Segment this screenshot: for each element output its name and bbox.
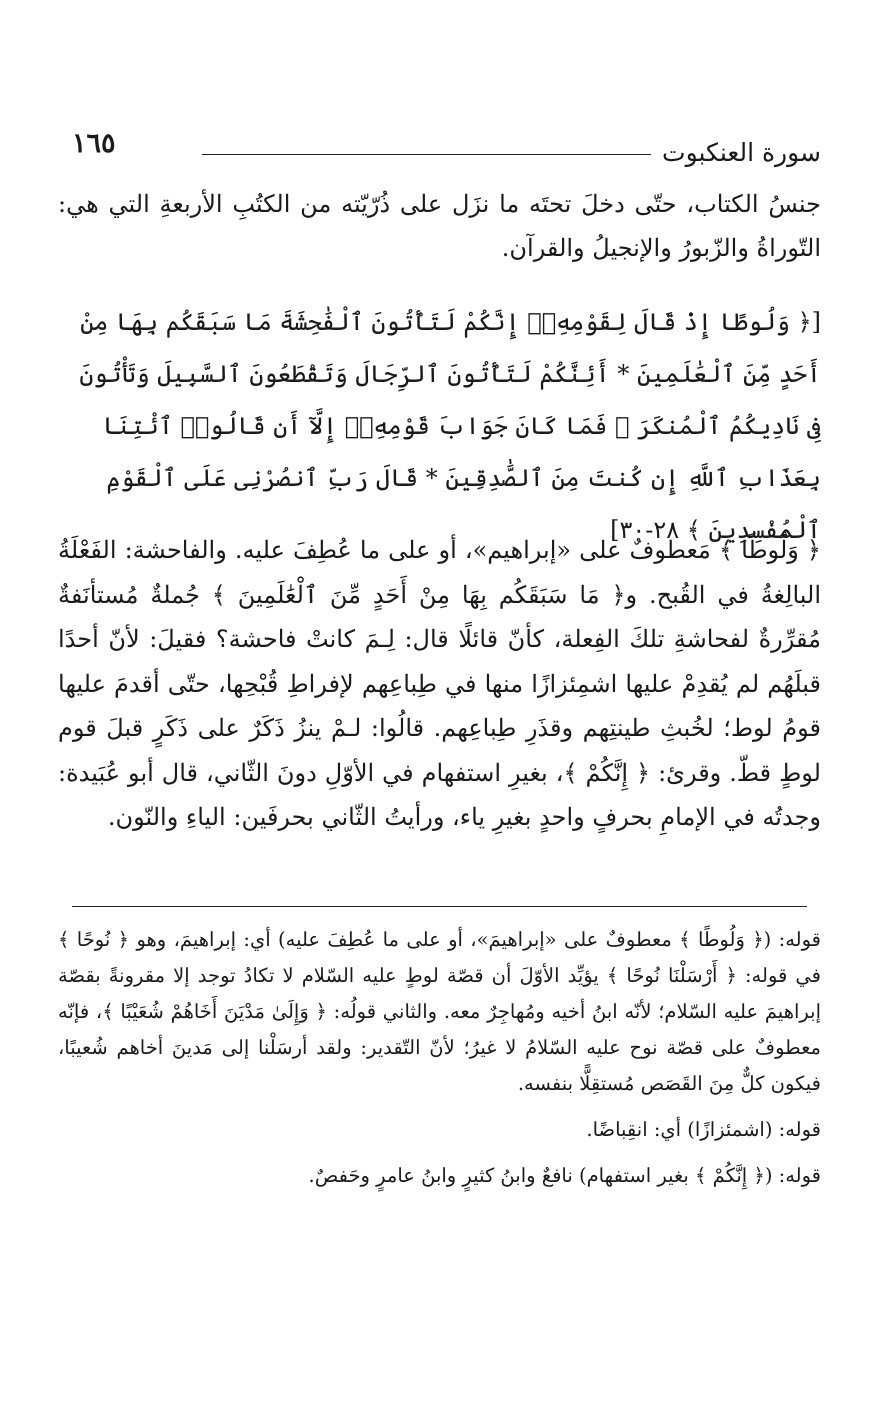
footnotes bbox=[58, 922, 821, 1194]
page-number: ١٦٥ bbox=[72, 128, 116, 159]
surah-title: سورة العنكبوت bbox=[662, 138, 821, 167]
footnote-1: قوله: (﴿ وَلُوطًا ﴾ معطوفٌ على «إبراهيمَ»، أو على ما عُطِفَ عليه) أي: إبراهيمَ، وهو ﴿ نُوحًا ﴾ في قوله: ﴿ أَرْسَلْنَا نُوحًا ﴾ يؤيِّد الأوّلَ أن قصّة لوطٍ عليه السّلام لا تكادُ توجد إلا مقرونةً بقصّة إبراهيمَ عليه السّلام؛ لأنّه ابنُ أخيه ومُهاجِرٌ معه. والثاني قولُه: ﴿ وَإِلَىٰ مَدْيَنَ أَخَاهُمْ شُعَيْبًا ﴾، فإنّه معطوفٌ على قصّة نوح عليه السّلامُ لا غيرُ؛ لأنّ التّقدير: ولقد أرسَلْنا إلى مَدينَ أخاهم شُعيبًا، فيكون كلٌّ مِنَ القَصَص مُستقِلًّا بنفسه. bbox=[58, 928, 821, 1095]
footnote-separator bbox=[72, 906, 807, 907]
page-header bbox=[72, 118, 821, 178]
intro-paragraph: جنسُ الكتاب، حتّى دخلَ تحتَه ما نزَل على ذُرّيّته من الكتُبِ الأربعةِ التي هي: التّوراةُ والزّبورُ والإنجيلُ والقرآن. bbox=[58, 190, 821, 262]
quran-verses: [﴿ وَلُوطًا إِذْ قَالَ لِقَوْمِهِۦٓ إِنَّكُمْ لَتَأْتُونَ ٱلْفَٰحِشَةَ مَا سَبَقَكُم بِهَا مِنْ أَحَدٍ مِّنَ ٱلْعَٰلَمِينَ * أَئِنَّكُمْ لَتَأْتُونَ ٱلرِّجَالَ وَتَقْطَعُونَ ٱلسَّبِيلَ وَتَأْتُونَ فِى نَادِيكُمُ ٱلْمُنكَرَ ۖ فَمَا كَانَ جَوَابَ قَوْمِهِۦٓ إِلَّآ أَن قَالُوا۟ ٱئْتِنَا بِعَذَابِ ٱللَّهِ إِن كُنتَ مِنَ ٱلصَّٰدِقِينَ * قَالَ رَبِّ ٱنصُرْنِى عَلَى ٱلْقَوْمِ ٱلْمُفْسِدِينَ ﴾ ٢٨-٣٠] bbox=[79, 308, 821, 544]
footnote-2: قوله: (اشمئزازًا) أي: انقِباضًا. bbox=[586, 1118, 821, 1141]
footnote-3: قوله: (﴿ إِنَّكُمْ ﴾ بغير استفهام) نافعٌ وابنُ كثيرٍ وابنُ عامرٍ وحَفصٌ. bbox=[308, 1164, 821, 1187]
header-rule bbox=[202, 154, 651, 155]
commentary-paragraph: ﴿ وَلُوطًا ﴾ مَعطوفٌ على «إبراهيم»، أو على ما عُطِفَ عليه. والفاحشة: الفَعْلَةُ البالِغةُ في القُبح. و﴿ مَا سَبَقَكُم بِهَا مِنْ أَحَدٍ مِّنَ ٱلْعَٰلَمِينَ ﴾ جُملةٌ مُستأنَفةٌ مُقرِّرةٌ لفحاشةِ تلكَ الفِعلة، كأنّ قائلًا قال: لِـمَ كانتْ فاحشة؟ فقيلَ: لأنّ أحدًا قبلَهُم لم يُقدِمْ عليها اشمِئزازًا منها في طِباعِهم لإفراطِ قُبْحِها، حتّى أقدمَ عليها قومُ لوط؛ لخُبثِ طينتِهم وقذَرِ طِباعِهم. قالُوا: لـمْ ينزُ ذَكَرٌ على ذَكَرٍ قبلَ قوم لوطٍ قطّ. وقرئ: ﴿ إِنَّكُمْ ﴾، بغيرِ استفهام في الأوّلِ دونَ الثّاني، قال أبو عُبَيدة: وجدتُه في الإمامِ بحرفٍ واحدٍ بغيرِ ياء، ورأيتُ الثّاني بحرفَين: الياءِ والنّون. bbox=[58, 536, 821, 831]
